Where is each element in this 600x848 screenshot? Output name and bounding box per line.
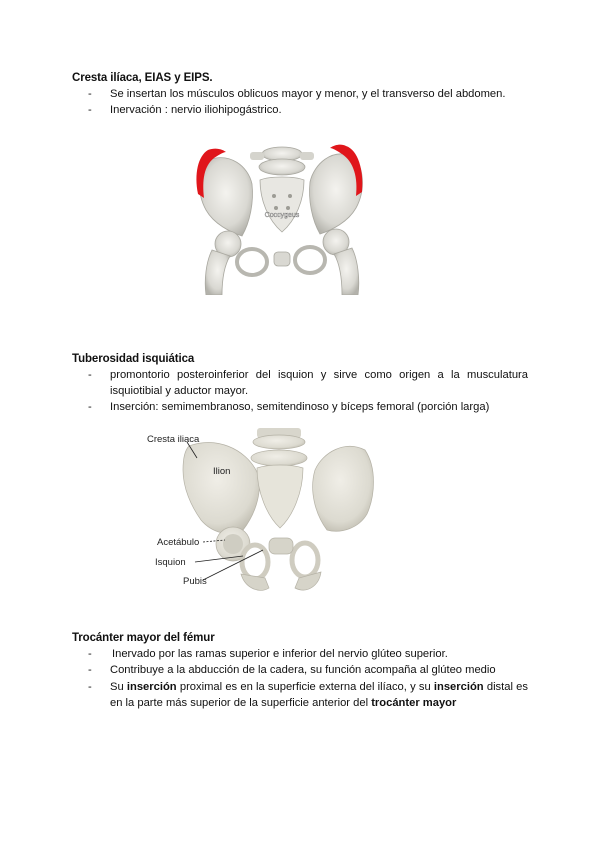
list-item-text: Se insertan los músculos oblicuos mayor y menor, y el transverso del abdomen. bbox=[110, 88, 506, 100]
bullet-dash: - bbox=[88, 648, 92, 660]
section-title-cresta: Cresta ilíaca, EIAS y EIPS. bbox=[72, 72, 213, 84]
list-item-text: Inervación : nervio iliohipogástrico. bbox=[110, 104, 282, 116]
list-item-text: Contribuye a la abducción de la cadera, su función acompaña al glúteo medio bbox=[110, 664, 496, 676]
bullet-dash: - bbox=[88, 664, 92, 676]
list-item bbox=[88, 367, 528, 399]
list-item bbox=[88, 679, 528, 711]
pelvis-figure-labeled bbox=[145, 428, 380, 600]
list-item bbox=[88, 399, 528, 415]
bullet-dash: - bbox=[88, 104, 92, 116]
label-ilion: Ilion bbox=[213, 466, 231, 477]
bold-term: inserción bbox=[126, 681, 177, 693]
list-item-text: Inervado por las ramas superior e inferior del nervio glúteo superior. bbox=[112, 648, 448, 660]
list-item bbox=[88, 86, 528, 102]
text-run: proximal es en la superficie externa del ilíaco, y su bbox=[176, 681, 434, 693]
list-item bbox=[88, 646, 528, 662]
bullet-dash: - bbox=[88, 401, 92, 413]
list-item-text: Inserción: semimembranoso, semitendinoso y bíceps femoral (porción larga) bbox=[110, 401, 490, 413]
label-cresta-iliaca: Cresta iliaca bbox=[147, 434, 200, 445]
label-pubis: Pubis bbox=[183, 576, 207, 587]
bold-term: inserción bbox=[433, 681, 484, 693]
pelvis-illustration bbox=[190, 140, 370, 295]
labeled-pelvis-illustration bbox=[145, 428, 380, 600]
bullet-dash: - bbox=[88, 369, 92, 381]
list-item bbox=[88, 662, 528, 678]
coccygeus-label: Coccygeus bbox=[264, 212, 300, 219]
text-run: distal es en la parte más superior de la superficie anterior del bbox=[110, 681, 528, 709]
list-item-text bbox=[110, 679, 528, 711]
bullet-dash: - bbox=[88, 88, 92, 100]
list-item bbox=[88, 102, 528, 118]
section-title-trocanter: Trocánter mayor del fémur bbox=[72, 632, 215, 644]
bold-term: trocánter mayor bbox=[371, 697, 457, 709]
label-acetabulo: Acetábulo bbox=[157, 537, 200, 548]
label-isquion: Isquion bbox=[155, 557, 186, 568]
bullet-dash: - bbox=[88, 681, 92, 693]
list-item-text: promontorio posteroinferior del isquion y sirve como origen a la musculatura isquiotibial y aductor mayor. bbox=[110, 369, 528, 397]
section-title-tuberosidad: Tuberosidad isquiática bbox=[72, 353, 195, 365]
pelvis-figure-iliac-crest bbox=[190, 140, 370, 295]
text-run: Su bbox=[110, 681, 127, 693]
